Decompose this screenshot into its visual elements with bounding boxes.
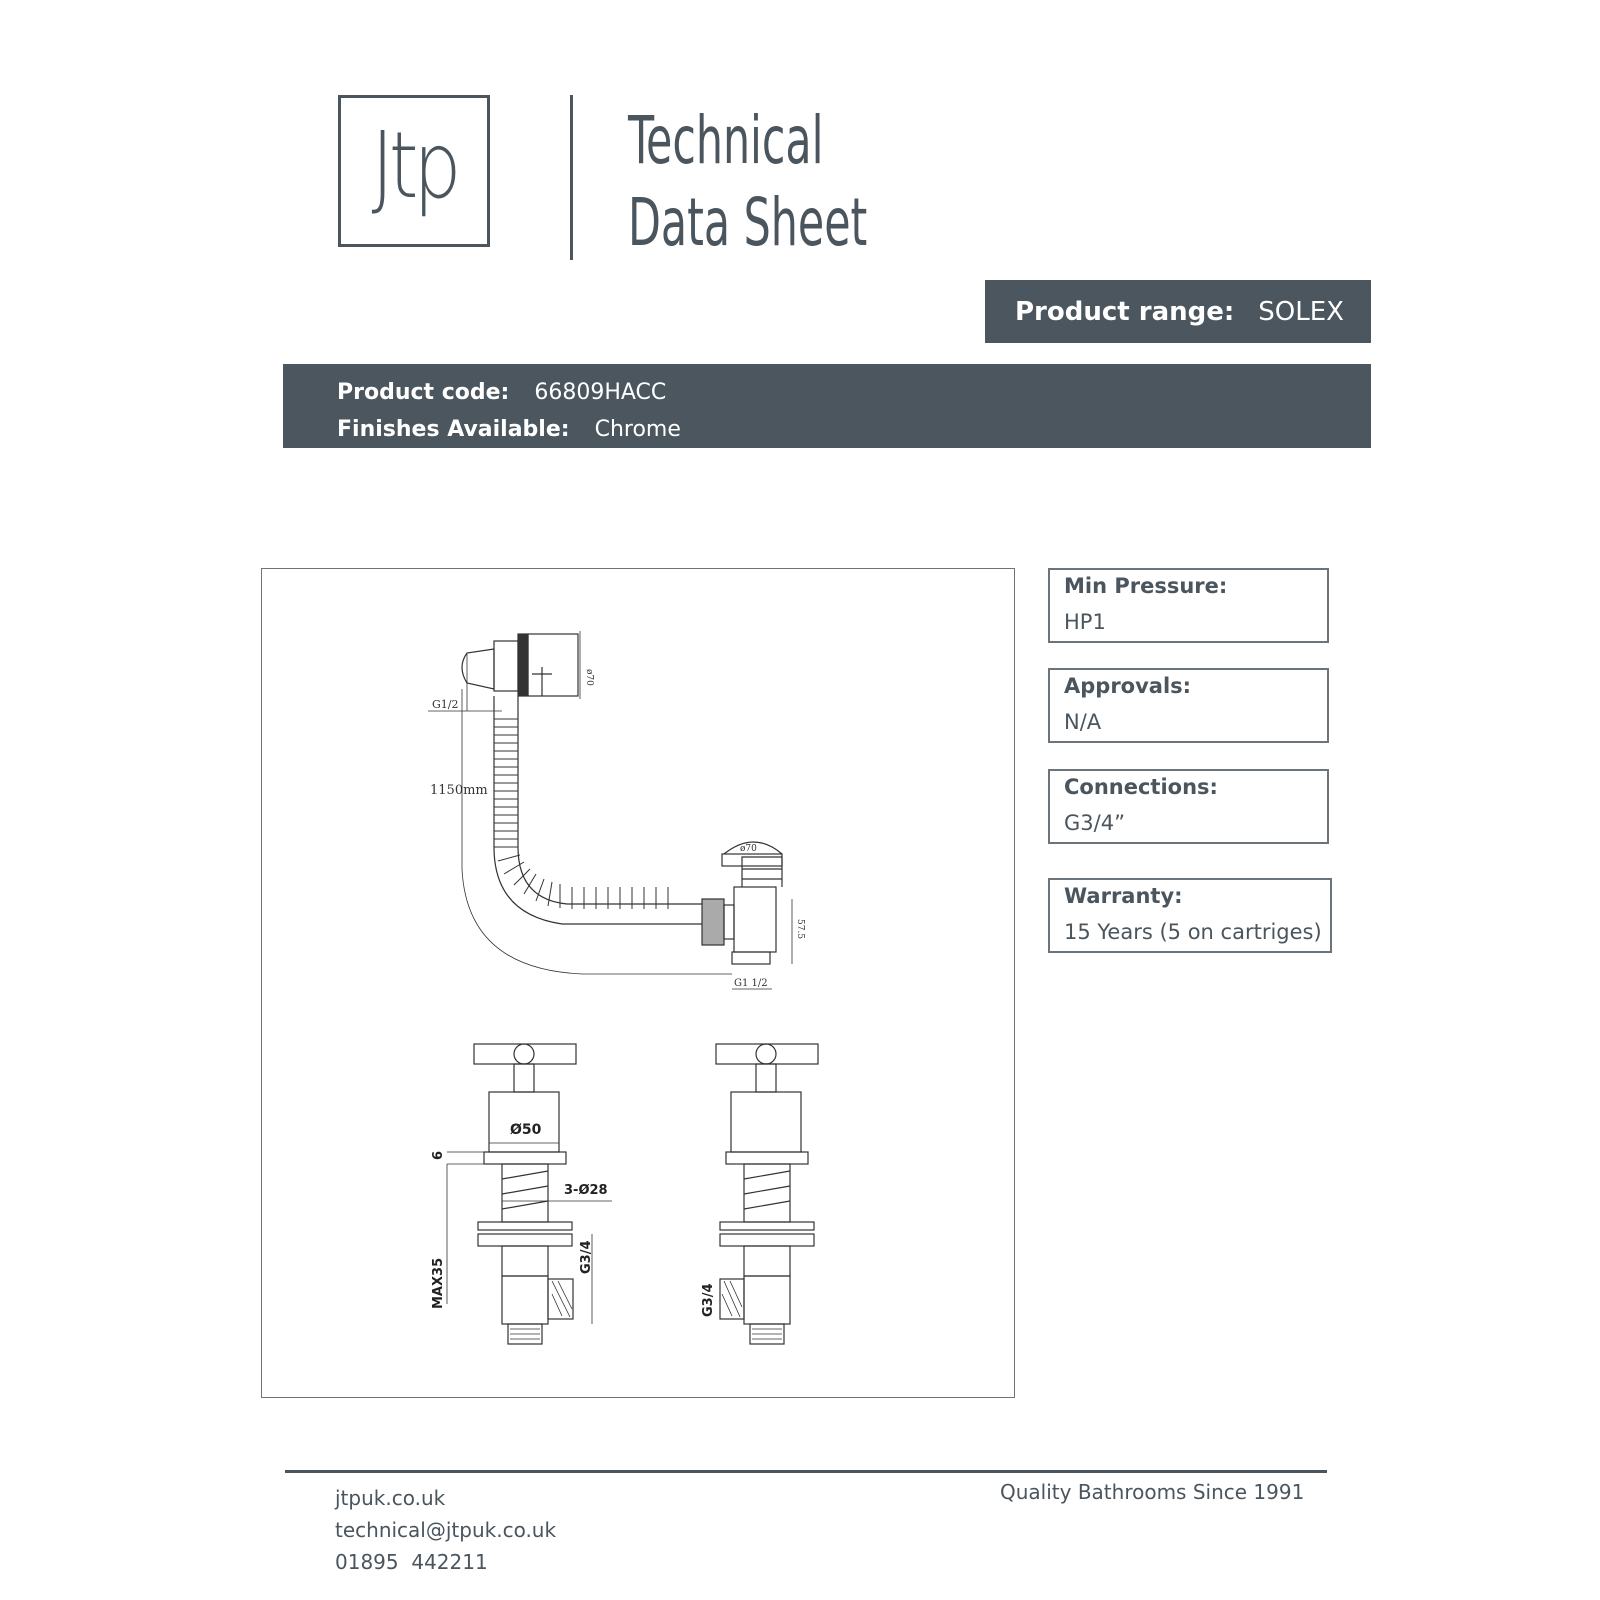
dim-thread-left: G3/4 xyxy=(579,1240,594,1274)
product-range-label: Product range: xyxy=(1015,296,1235,327)
dim-max-depth: MAX35 xyxy=(431,1257,446,1309)
brand-logo xyxy=(338,95,490,247)
finishes-label: Finishes Available: xyxy=(337,417,570,442)
footer-divider xyxy=(285,1470,1327,1473)
dim-hole-size: 3-Ø28 xyxy=(564,1183,608,1198)
drawing-svg xyxy=(262,569,1016,1399)
logo-text: Jtp xyxy=(371,112,457,219)
valve-left xyxy=(474,1044,576,1344)
footer-phone: 01895 442211 xyxy=(335,1550,488,1574)
dim-waste-outlet: G1 1/2 xyxy=(734,978,768,989)
spec-approvals-label: Approvals: xyxy=(1064,674,1192,698)
spec-min-pressure-label: Min Pressure: xyxy=(1064,574,1228,598)
dim-overflow-thread: G1/2 xyxy=(432,698,459,711)
dim-hose-length: 1150mm xyxy=(430,783,488,798)
spec-min-pressure xyxy=(1048,568,1329,643)
spec-warranty xyxy=(1048,878,1332,953)
dim-valve-diameter: Ø50 xyxy=(510,1122,542,1138)
dim-overflow-diameter: ø70 xyxy=(584,669,594,686)
footer-tagline: Quality Bathrooms Since 1991 xyxy=(1000,1480,1305,1504)
footer-website-link[interactable]: jtpuk.co.uk xyxy=(335,1486,446,1510)
finishes-value: Chrome xyxy=(594,417,681,442)
waste-body xyxy=(702,842,782,964)
overflow-hose xyxy=(494,696,702,924)
spec-warranty-label: Warranty: xyxy=(1064,884,1183,908)
spec-connections-label: Connections: xyxy=(1064,775,1218,799)
spec-warranty-value: 15 Years (5 on cartriges) xyxy=(1064,920,1322,944)
product-info-bar xyxy=(283,364,1371,448)
product-code-row xyxy=(337,374,1371,411)
footer-email-link[interactable]: technical@jtpuk.co.uk xyxy=(335,1518,557,1542)
spec-approvals-value: N/A xyxy=(1064,710,1102,734)
product-range-value: SOLEX xyxy=(1258,296,1344,327)
product-code-value: 66809HACC xyxy=(534,380,667,405)
spec-min-pressure-value: HP1 xyxy=(1064,610,1106,634)
title-line-1: Technical xyxy=(628,102,824,179)
technical-drawing xyxy=(261,568,1015,1398)
product-code-label: Product code: xyxy=(337,380,510,405)
valve-right xyxy=(716,1044,818,1344)
dim-flange-height: 6 xyxy=(431,1150,446,1160)
spec-connections xyxy=(1048,769,1329,844)
header-divider xyxy=(570,95,573,260)
page-title xyxy=(628,100,867,264)
dim-waste-height: 57.5 xyxy=(795,919,805,940)
overflow-head xyxy=(462,634,578,696)
dim-waste-diameter: ø70 xyxy=(740,844,757,854)
title-line-2: Data Sheet xyxy=(628,184,868,261)
dim-thread-right: G3/4 xyxy=(701,1283,716,1317)
product-range-bar xyxy=(985,280,1371,343)
footer-contact xyxy=(335,1482,556,1578)
spec-connections-value: G3/4” xyxy=(1064,811,1125,835)
spec-approvals xyxy=(1048,668,1329,743)
finishes-row xyxy=(337,411,1371,448)
